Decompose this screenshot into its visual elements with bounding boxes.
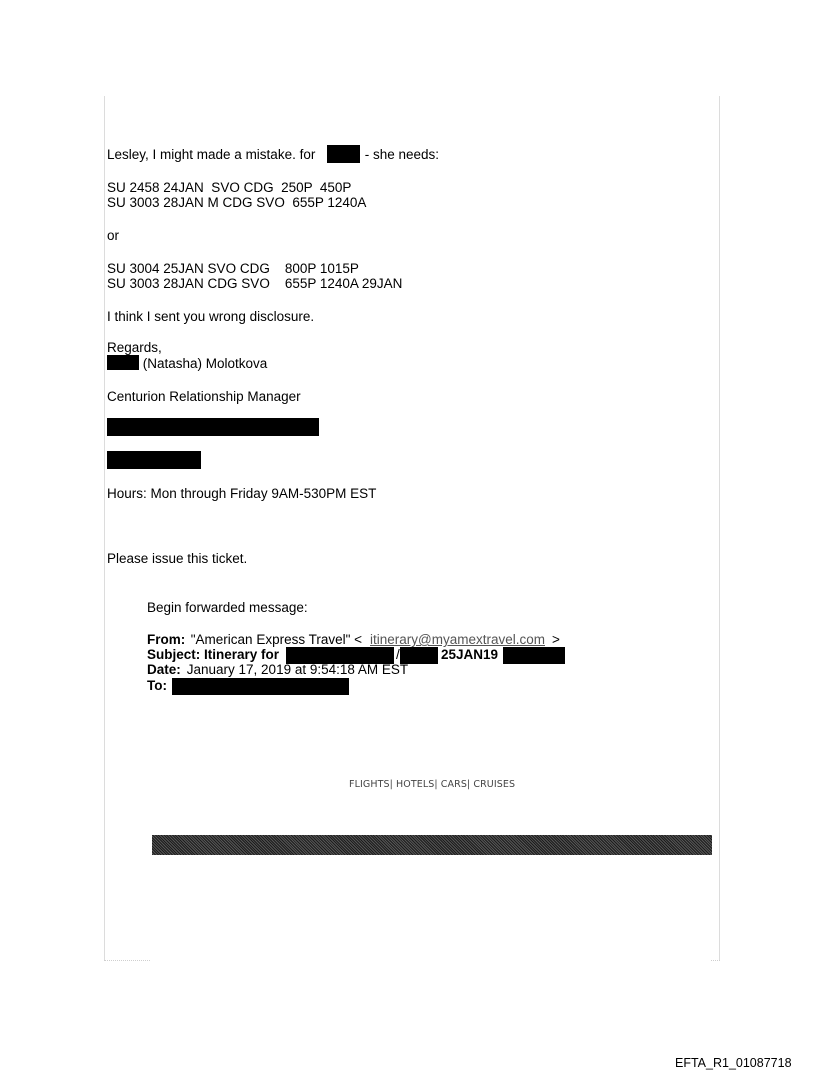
page-frame-left: [104, 96, 105, 960]
sender-name: (Natasha) Molotkova: [139, 356, 268, 371]
travel-nav-links[interactable]: FLIGHTS| HOTELS| CARS| CRUISES: [349, 779, 516, 790]
sender-title: Centurion Relationship Manager: [107, 389, 301, 404]
flight-line: SU 3003 28JAN CDG SVO 655P 1240A 29JAN: [107, 276, 403, 291]
redaction-block: [107, 451, 201, 469]
hours-text: Hours: Mon through Friday 9AM-530PM EST: [107, 486, 377, 501]
redaction-block: [503, 647, 565, 664]
greeting-text: Lesley, I might made a mistake. for: [107, 147, 316, 162]
greeting-tail: - she needs:: [361, 147, 440, 162]
redaction-block: [327, 145, 360, 163]
page-frame-bottom: [711, 960, 720, 961]
regards-text: Regards,: [107, 340, 162, 355]
to-label: To:: [147, 678, 167, 693]
flight-line: SU 3003 28JAN M CDG SVO 655P 1240A: [107, 195, 367, 210]
document-id: EFTA_R1_01087718: [675, 1056, 792, 1070]
redaction-block: [172, 678, 349, 695]
from-email-close: >: [552, 632, 560, 647]
note-text: I think I sent you wrong disclosure.: [107, 309, 315, 324]
subject-slash: /: [396, 647, 400, 662]
redaction-block: [107, 355, 139, 370]
subject-date: 25JAN19: [441, 647, 499, 662]
from-label: From:: [147, 632, 186, 647]
subject-label: Subject: Itinerary for: [147, 647, 280, 662]
redaction-block: [107, 418, 319, 436]
request-text: Please issue this ticket.: [107, 551, 248, 566]
email-banner: [152, 835, 712, 855]
from-name: "American Express Travel" <: [187, 632, 363, 647]
date-value: January 17, 2019 at 9:54:18 AM EST: [183, 662, 409, 677]
or-text: or: [107, 228, 120, 243]
flight-line: SU 2458 24JAN SVO CDG 250P 450P: [107, 180, 352, 195]
from-email-link[interactable]: itinerary@myamextravel.com: [370, 632, 545, 647]
page-frame-bottom: [104, 960, 150, 961]
forward-intro: Begin forwarded message:: [147, 600, 308, 615]
date-label: Date:: [147, 662, 181, 677]
page-frame-right: [719, 96, 720, 960]
flight-line: SU 3004 25JAN SVO CDG 800P 1015P: [107, 261, 359, 276]
